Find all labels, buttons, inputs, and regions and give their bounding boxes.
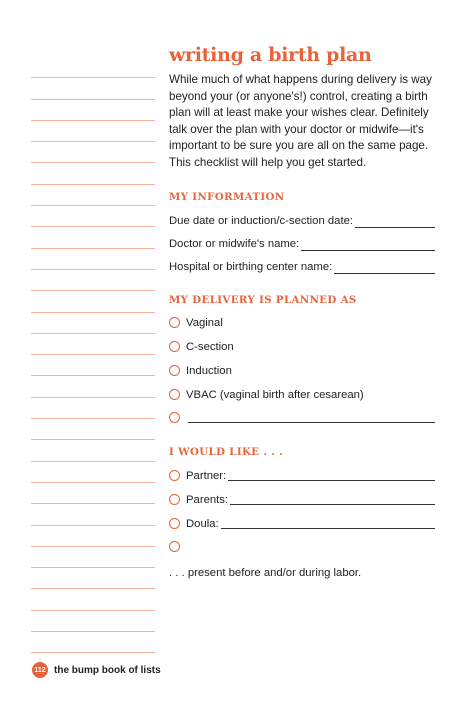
note-line bbox=[31, 398, 155, 419]
note-line bbox=[31, 313, 155, 334]
note-line bbox=[31, 57, 155, 78]
doctor-name-field[interactable] bbox=[169, 237, 435, 251]
option-other-person[interactable] bbox=[169, 541, 435, 552]
book-title: the bump book of lists bbox=[54, 664, 161, 676]
note-line bbox=[31, 440, 155, 461]
intro-paragraph: While much of what happens during delivery is way beyond your (or anyone's!) control, creating a birth plan will at least make your wishes clear. Definitely talk over the plan with your doctor or midwife—it's important to be sure you are all on the same page. This checklist will help you get started. bbox=[169, 73, 432, 169]
note-line bbox=[31, 355, 155, 376]
note-line bbox=[31, 334, 155, 355]
section-heading-would-like: I WOULD LIKE . . . bbox=[169, 445, 284, 458]
section-heading-my-information: MY INFORMATION bbox=[169, 190, 285, 203]
note-line bbox=[31, 462, 155, 483]
field-label: Due date or induction/c-section date: bbox=[169, 214, 353, 227]
hospital-name-field[interactable] bbox=[169, 260, 435, 274]
radio-circle-icon[interactable] bbox=[169, 470, 180, 481]
note-line bbox=[31, 78, 155, 99]
option-label: Doula: bbox=[186, 517, 219, 530]
option-vaginal[interactable] bbox=[169, 316, 435, 330]
note-line bbox=[31, 376, 155, 397]
field-label: Doctor or midwife's name: bbox=[169, 237, 300, 250]
blank-line[interactable] bbox=[334, 262, 435, 274]
note-line bbox=[31, 142, 155, 163]
option-label: Vaginal bbox=[186, 316, 223, 329]
radio-circle-icon[interactable] bbox=[169, 341, 180, 352]
notes-lines bbox=[31, 57, 155, 653]
option-label: Parents: bbox=[186, 493, 229, 506]
note-line bbox=[31, 163, 155, 184]
note-line bbox=[31, 611, 155, 632]
option-label: Induction bbox=[186, 364, 232, 377]
note-line bbox=[31, 121, 155, 142]
note-line bbox=[31, 185, 155, 206]
radio-circle-icon[interactable] bbox=[169, 541, 180, 552]
option-doula[interactable] bbox=[169, 517, 435, 531]
radio-circle-icon[interactable] bbox=[169, 494, 180, 505]
blank-line[interactable] bbox=[230, 494, 435, 505]
note-line bbox=[31, 249, 155, 270]
blank-line[interactable] bbox=[355, 216, 435, 228]
note-line bbox=[31, 504, 155, 525]
blank-line[interactable] bbox=[301, 239, 435, 251]
note-line bbox=[31, 291, 155, 312]
blank-line[interactable] bbox=[228, 470, 435, 481]
option-c-section[interactable] bbox=[169, 340, 435, 354]
note-line bbox=[31, 100, 155, 121]
note-line bbox=[31, 547, 155, 568]
page-footer bbox=[32, 662, 161, 678]
page-number-badge: 112 bbox=[32, 662, 48, 678]
option-parents[interactable] bbox=[169, 493, 435, 507]
closing-text: . . . present before and/or during labor. bbox=[169, 566, 362, 579]
page-title: writing a birth plan bbox=[169, 44, 372, 66]
radio-circle-icon[interactable] bbox=[169, 389, 180, 400]
radio-circle-icon[interactable] bbox=[169, 518, 180, 529]
option-induction[interactable] bbox=[169, 364, 435, 378]
note-line bbox=[31, 483, 155, 504]
note-line bbox=[31, 206, 155, 227]
option-label: Partner: bbox=[186, 469, 227, 482]
main-content bbox=[169, 44, 435, 580]
section-heading-delivery: MY DELIVERY IS PLANNED AS bbox=[169, 293, 357, 306]
option-partner[interactable] bbox=[169, 469, 435, 483]
blank-line[interactable] bbox=[221, 518, 435, 529]
note-line bbox=[31, 227, 155, 248]
note-line bbox=[31, 526, 155, 547]
radio-circle-icon[interactable] bbox=[169, 412, 180, 423]
due-date-field[interactable] bbox=[169, 214, 435, 228]
option-label: VBAC (vaginal birth after cesarean) bbox=[186, 388, 364, 401]
blank-line[interactable] bbox=[188, 412, 435, 423]
option-vbac[interactable] bbox=[169, 388, 435, 402]
radio-circle-icon[interactable] bbox=[169, 317, 180, 328]
note-line bbox=[31, 419, 155, 440]
note-line bbox=[31, 270, 155, 291]
note-line bbox=[31, 589, 155, 610]
field-label: Hospital or birthing center name: bbox=[169, 260, 333, 273]
radio-circle-icon[interactable] bbox=[169, 365, 180, 376]
note-line bbox=[31, 568, 155, 589]
note-line bbox=[31, 632, 155, 653]
option-other[interactable] bbox=[169, 412, 435, 423]
option-label: C-section bbox=[186, 340, 234, 353]
